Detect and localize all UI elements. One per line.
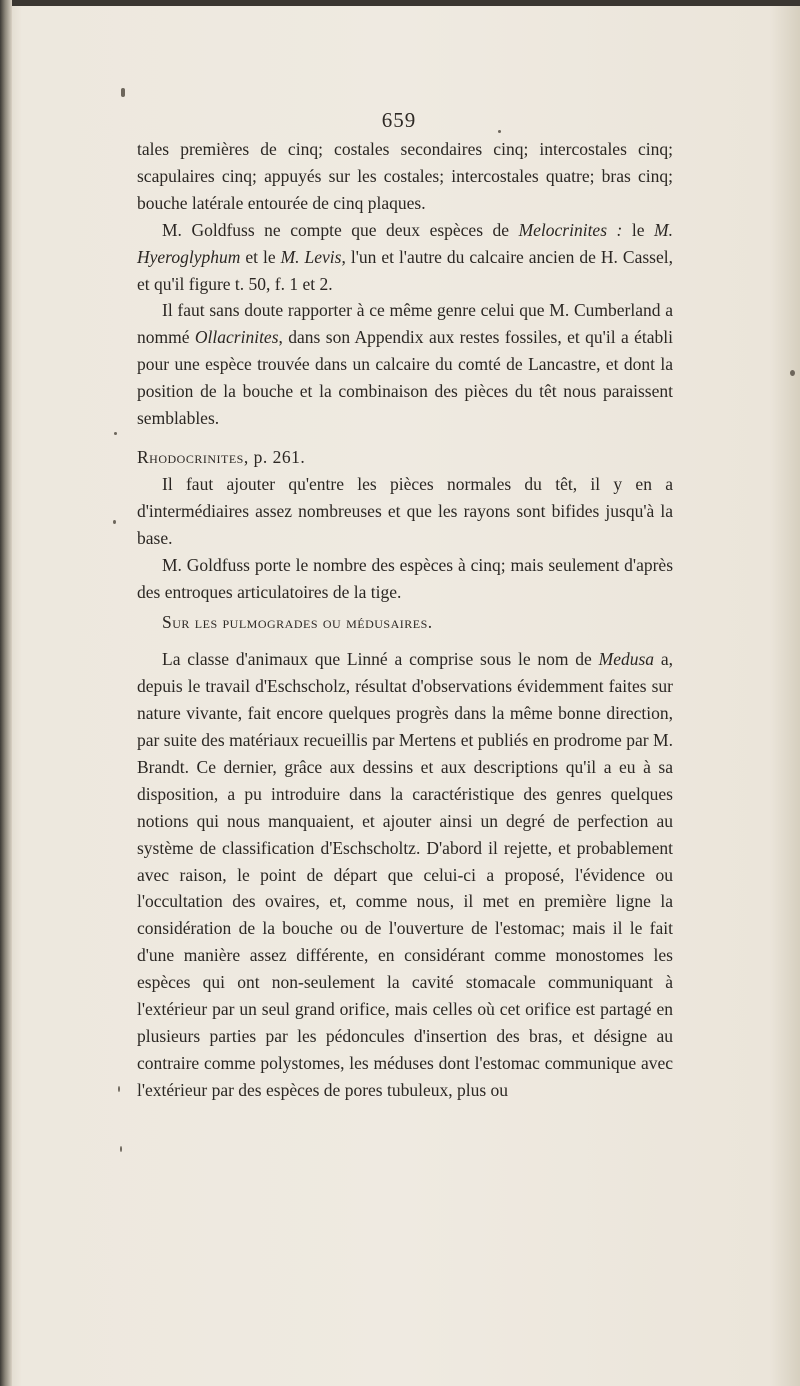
ink-speck <box>790 370 795 376</box>
paragraph-2: M. Goldfuss ne compte que deux espèces de Melocrinites : le M. Hyeroglyphum et le M. Levis, l'un et l'autre du calcaire ancien de H. Cassel, et qu'il figure t. 50, f. 1 et 2. <box>137 219 673 294</box>
paragraph-5: M. Goldfuss porte le nombre des espèces à cinq; mais seulement d'après des entroques articulatoires de la tige. <box>137 554 673 602</box>
ink-speck <box>498 130 501 133</box>
ink-speck <box>120 1146 122 1152</box>
page-binding-edge <box>0 0 12 1386</box>
genus-name-medusa: Medusa <box>598 649 655 670</box>
species-name-levis: M. Levis <box>280 246 342 267</box>
section-heading-rhodocrinites: Rhodocrinites, p. 261. <box>137 446 306 467</box>
ink-speck <box>118 1086 120 1092</box>
page-top-edge <box>0 0 800 6</box>
page-number: 659 <box>381 108 417 132</box>
paragraph-4: Il faut ajouter qu'entre les pièces normales du têt, il y en a d'intermédiaires assez nombreuses et que les rayons sont bifides jusqu'à la base. <box>137 473 673 548</box>
section-heading-pulmogrades: Sur les pulmogrades ou médusaires. <box>162 612 433 633</box>
paragraph-6: La classe d'animaux que Linné a comprise sous le nom de Medusa a, depuis le travail d'Eschscholz, résultat d'observations évidemment faites sur nature vivante, fait encore quelques progrès dans la même bonne direction, par suite des matériaux recueillis par Mertens et publiés en prodrome par M. Brandt. Ce dernier, grâce aux dessins et aux descriptions qu'il a eu à sa disposition, a pu introduire dans la caractéristique des genres quelques notions qui nous manquaient, et ajouter ainsi un degré de perfection au système de classification d'Eschscholtz. D'abord il rejette, et probablement avec raison, le point de départ que celui-ci a proposé, l'évidence ou l'occultation des ovaires, et, comme nous, il met en première ligne la considération de la bouche ou de l'ouverture de l'estomac; mais il le fait d'une manière assez différente, en considérant comme monostomes les espèces qui ont non-seulement la cavité stomacale communiquant à l'extérieur par un seul grand orifice, mais celles où cet orifice est partagé en plusieurs parties par les pédoncules d'insertion des bras, et désigne au contraire comme polystomes, les méduses dont l'estomac communique avec l'extérieur par des espèces de pores tubuleux, plus ou <box>137 649 673 1100</box>
ink-speck <box>114 432 117 435</box>
genus-name-ollacrinites: Ollacrinites <box>194 327 279 348</box>
paragraph-3: Il faut sans doute rapporter à ce même genre celui que M. Cumberland a nommé Ollacrinites, dans son Appendix aux restes fossiles, et qu'il a établi pour une espèce trouvée dans un calcaire du comté de Lancastre, et dont la position de la bouche et la combinaison des pièces du têt nous paraissent semblables. <box>137 300 673 429</box>
ink-speck <box>113 520 116 524</box>
genus-name-melocrinites: Melocrinites : <box>518 219 623 240</box>
species-name-hyeroglyphum: M. Hyeroglyphum <box>137 219 673 267</box>
body-text <box>137 136 673 1104</box>
ink-speck <box>121 88 125 97</box>
paragraph-1: tales premières de cinq; costales secondaires cinq; intercostales cinq; scapulaires cinq; appuyés sur les costales; intercostales quatre; bras cinq; bouche latérale entourée de cinq plaques. <box>137 139 673 213</box>
